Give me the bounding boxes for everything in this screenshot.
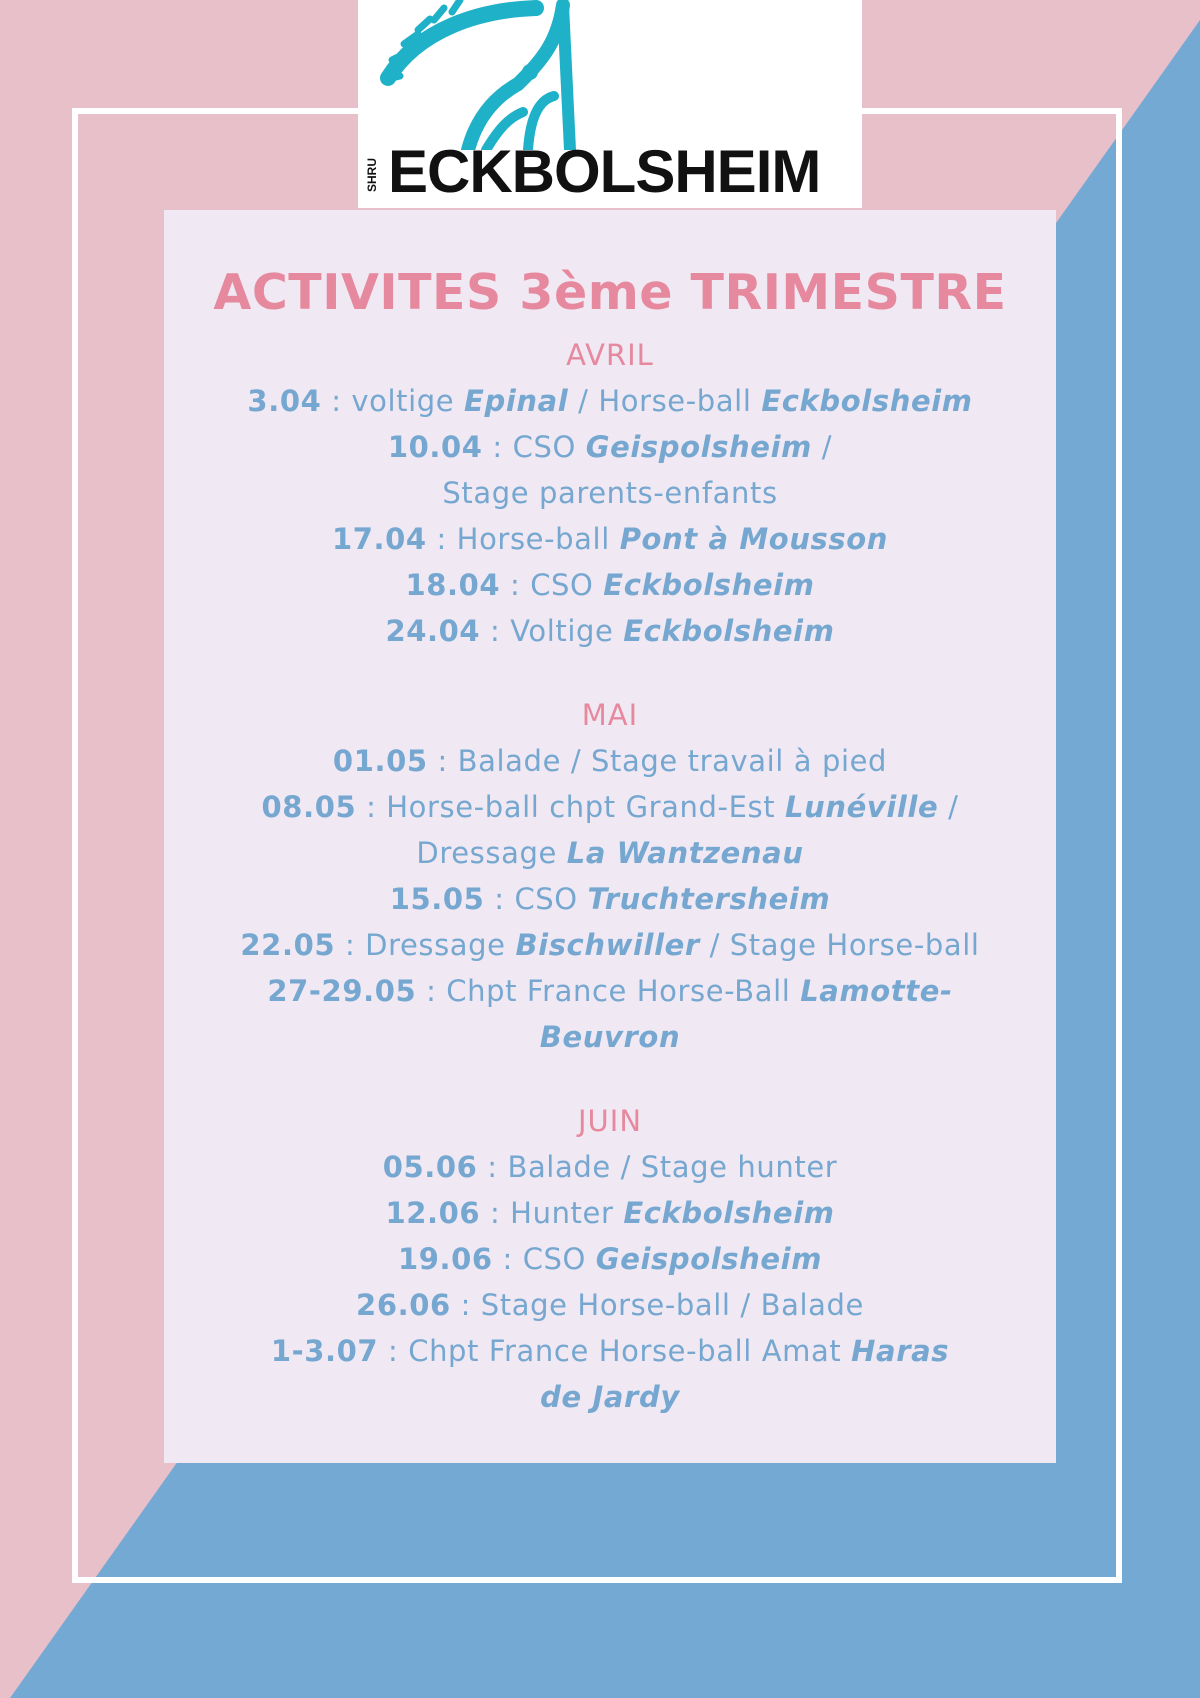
activity-place: Geispolsheim [585, 430, 812, 464]
activity-line [164, 922, 1056, 968]
activity-line [164, 608, 1056, 654]
activity-line [164, 784, 1056, 830]
activity-text: : Chpt France Horse-Ball [416, 974, 801, 1008]
activity-line [164, 1282, 1056, 1328]
activity-text: : CSO [484, 882, 588, 916]
activity-date: 27-29.05 [267, 974, 417, 1008]
activity-text: / Stage Horse-ball [699, 928, 980, 962]
horse-head-icon [358, 0, 862, 150]
activity-line [164, 562, 1056, 608]
activity-place: Eckbolsheim [761, 384, 973, 418]
activity-line [164, 1144, 1056, 1190]
activities-card [164, 210, 1056, 1463]
activity-text: : Horse-ball chpt Grand-Est [356, 790, 786, 824]
activity-line [164, 516, 1056, 562]
month-list [164, 332, 1056, 1420]
month-heading: JUIN [577, 1104, 643, 1138]
activity-line [164, 1374, 1056, 1420]
activity-place: Geispolsheim [595, 1242, 823, 1276]
activity-text: / [811, 430, 833, 464]
activity-text: / [938, 790, 959, 824]
activity-place: Bischwiller [515, 928, 700, 962]
activity-place: Eckbolsheim [603, 568, 815, 602]
activity-text: : Chpt France Horse-ball Amat [378, 1334, 852, 1368]
page-title: ACTIVITES 3ème TRIMESTRE [213, 264, 1007, 321]
activity-date: 26.06 [356, 1288, 451, 1322]
activity-line [164, 378, 1056, 424]
activity-line [164, 1190, 1056, 1236]
activity-date: 05.06 [382, 1150, 478, 1184]
activity-text: : CSO [492, 1242, 596, 1276]
month-section-avril [164, 332, 1056, 654]
activity-line [164, 738, 1056, 784]
activity-text: : Balade / Stage travail à pied [427, 744, 888, 778]
activity-line [164, 424, 1056, 470]
activity-line [164, 830, 1056, 876]
activity-text: Dressage [416, 836, 567, 870]
activity-date: 08.05 [261, 790, 357, 824]
activity-line [164, 1236, 1056, 1282]
club-logo [358, 0, 862, 208]
activity-date: 17.04 [331, 522, 427, 556]
activity-place: Lamotte- [800, 974, 953, 1008]
month-heading: MAI [581, 698, 639, 732]
activity-date: 19.06 [397, 1242, 493, 1276]
activity-line [164, 1328, 1056, 1374]
activity-place: Truchtersheim [587, 882, 831, 916]
activity-text: : CSO [482, 430, 586, 464]
activity-place: Epinal [464, 384, 569, 418]
activity-place: Lunéville [785, 790, 939, 824]
activity-text: : Stage Horse-ball / Balade [450, 1288, 864, 1322]
activity-place: La Wantzenau [566, 836, 804, 870]
activity-text: / Horse-ball [568, 384, 762, 418]
activity-text: : CSO [500, 568, 604, 602]
activity-date: 3.04 [247, 384, 322, 418]
activity-place: de Jardy [540, 1380, 680, 1414]
activity-date: 10.04 [387, 430, 483, 464]
activity-date: 18.04 [405, 568, 501, 602]
activity-date: 12.06 [385, 1196, 481, 1230]
activity-place: Beuvron [539, 1020, 681, 1054]
activity-place: Haras [851, 1334, 950, 1368]
activity-line [164, 876, 1056, 922]
activity-text: : voltige [321, 384, 465, 418]
activity-place: Eckbolsheim [623, 614, 835, 648]
activity-date: 22.05 [240, 928, 336, 962]
logo-text: ECKBOLSHEIM [388, 138, 821, 205]
activity-date: 24.04 [385, 614, 481, 648]
activity-line [164, 968, 1056, 1014]
activity-text: : Horse-ball [426, 522, 620, 556]
month-heading: AVRIL [566, 338, 654, 372]
activity-text: : Voltige [480, 614, 624, 648]
activity-place: Eckbolsheim [623, 1196, 835, 1230]
activity-date: 15.05 [389, 882, 485, 916]
activity-place: Pont à Mousson [619, 522, 889, 556]
activity-line [164, 470, 1056, 516]
logo-sub-text: SHRU [365, 158, 379, 193]
month-section-mai [164, 692, 1056, 1060]
activity-date: 1-3.07 [270, 1334, 379, 1368]
activity-line [164, 1014, 1056, 1060]
activity-text: : Hunter [480, 1196, 624, 1230]
activity-text: : Balade / Stage hunter [477, 1150, 838, 1184]
activity-text: : Dressage [335, 928, 516, 962]
month-section-juin [164, 1098, 1056, 1420]
activity-text: Stage parents-enfants [442, 476, 778, 510]
activity-date: 01.05 [332, 744, 428, 778]
